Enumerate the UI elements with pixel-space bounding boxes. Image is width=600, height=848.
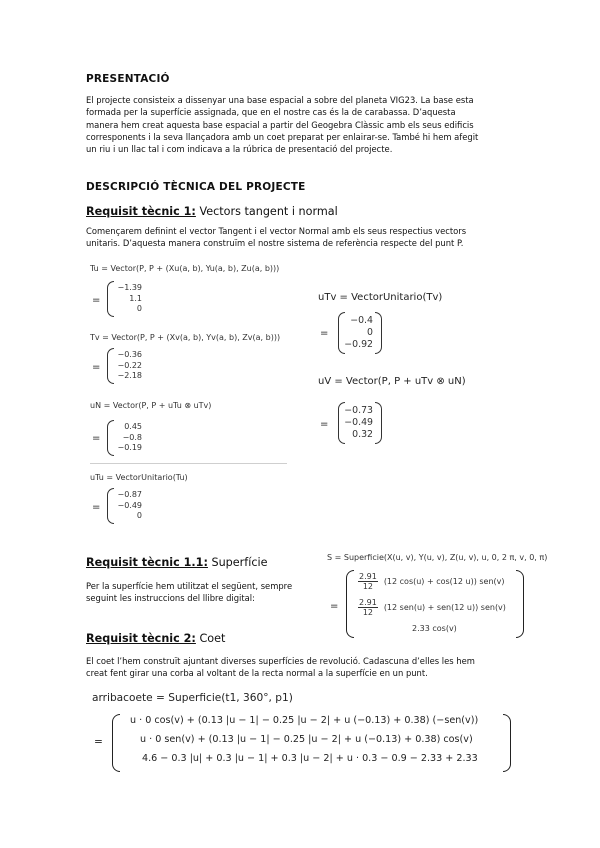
utu-definition: uTu = VectorUnitario(Tu) <box>90 473 188 482</box>
tv-equals: = <box>92 362 101 373</box>
vector-value: −0.8 <box>122 432 142 442</box>
utv-vector <box>338 312 382 354</box>
rocket-equals: = <box>94 736 103 748</box>
utu-equals: = <box>92 502 101 513</box>
un-vector <box>107 420 145 456</box>
vector-value: 0 <box>367 327 373 338</box>
fraction <box>358 572 378 591</box>
paragraph-line: corresponents i la seva llançadora amb un coet preparat per enlairar-se. També hi hem afegit <box>86 131 479 142</box>
divider <box>90 463 287 464</box>
vector-value: −0.19 <box>117 443 142 453</box>
surface-equals: = <box>330 601 339 612</box>
req2-label: Requisit tècnic 2: <box>86 632 196 645</box>
fraction-denominator: 12 <box>362 608 373 617</box>
tv-definition: Tv = Vector(P, P + (Xv(a, b), Yv(a, b), Zv(a, b))) <box>90 333 281 342</box>
vector-value: −2.18 <box>117 371 142 381</box>
rocket-row-3: 4.6 − 0.3 |u| + 0.3 |u − 1| + 0.3 |u − 2| + u · 0.3 − 0.9 − 2.33 + 2.33 <box>142 753 478 764</box>
surface-row-2-tail: (12 sen(u) + sen(12 u)) sen(v) <box>383 603 506 612</box>
rocket-row-2: u · 0 sen(v) + (0.13 |u − 1| − 0.25 |u − 2| + u (−0.13) + 0.38) cos(v) <box>140 734 473 745</box>
req2-title: Coet <box>195 632 226 645</box>
req1-title: Vectors tangent i normal <box>195 205 338 218</box>
rocket-bracket-left <box>112 714 120 772</box>
vector-value: −0.87 <box>117 490 142 500</box>
surface-row-2 <box>358 598 506 617</box>
tv-vector <box>107 348 145 384</box>
utu-vector <box>107 488 145 524</box>
vector-value: −0.92 <box>344 339 373 350</box>
paragraph-line: un riu i un llac tal i com indicava a la rúbrica de presentació del projecte. <box>86 144 393 155</box>
un-definition: uN = Vector(P, P + uTu ⊗ uTv) <box>90 401 212 410</box>
surface-row-1 <box>358 572 505 591</box>
surface-bracket-right <box>516 570 524 638</box>
surface-row-3: 2.33 cos(v) <box>412 624 457 633</box>
uv-vector <box>338 402 382 444</box>
req11-label: Requisit tècnic 1.1: <box>86 556 208 569</box>
tu-vector <box>107 281 145 317</box>
tu-definition: Tu = Vector(P, P + (Xu(a, b), Yu(a, b), Zu(a, b))) <box>90 264 280 273</box>
descripcio-heading: DESCRIPCIÓ TÈCNICA DEL PROJECTE <box>86 181 306 193</box>
vector-value: 0.45 <box>124 422 142 432</box>
rocket-bracket-right <box>503 714 511 772</box>
req1-heading <box>86 205 338 218</box>
surface-row-1-tail: (12 cos(u) + cos(12 u)) sen(v) <box>383 577 505 586</box>
presentacio-paragraph <box>86 94 516 155</box>
req2-heading <box>86 632 225 645</box>
utv-definition: uTv = VectorUnitario(Tv) <box>318 292 443 303</box>
uv-definition: uV = Vector(P, P + uTv ⊗ uN) <box>318 376 466 387</box>
fraction-numerator: 2.91 <box>359 572 377 581</box>
vector-value: −0.49 <box>117 500 142 510</box>
vector-value: −0.22 <box>117 360 142 370</box>
paragraph-line: creat fent girar una corba al voltant de la recta normal a la superfície en un punt. <box>86 668 428 679</box>
vector-value: 0.32 <box>352 429 373 440</box>
paragraph-line: formada per la superfície assignada, que en el nostre cas és la de carabassa. D’aquesta <box>86 107 456 118</box>
vector-value: −0.36 <box>117 350 142 360</box>
fraction <box>358 598 378 617</box>
fraction-numerator: 2.91 <box>359 598 377 607</box>
req1-paragraph <box>86 225 516 250</box>
req11-heading <box>86 556 267 569</box>
paragraph-line: Començarem definint el vector Tangent i el vector Normal amb els seus respectius vectors <box>86 226 467 236</box>
req11-paragraph <box>86 580 316 605</box>
un-equals: = <box>92 433 101 444</box>
vector-value: −0.4 <box>350 315 373 326</box>
vector-value: −1.39 <box>117 283 142 293</box>
paragraph-line: El projecte consisteix a dissenyar una base espacial a sobre del planeta VIG23. La base esta <box>86 95 474 105</box>
rocket-row-1: u · 0 cos(v) + (0.13 |u − 1| − 0.25 |u − 2| + u (−0.13) + 0.38) (−sen(v)) <box>130 715 479 726</box>
fraction-denominator: 12 <box>362 582 373 591</box>
paragraph-line: manera hem creat aquesta base espacial a partir del Geogebra Clàssic amb els seus edificis <box>86 119 474 130</box>
surface-bracket-left <box>346 570 354 638</box>
vector-value: 0 <box>136 304 142 314</box>
paragraph-line: Per la superfície hem utilitzat el següent, sempre <box>86 581 293 591</box>
utv-equals: = <box>320 328 329 339</box>
rocket-definition: arribacoete = Superficie(t1, 360°, p1) <box>92 692 293 704</box>
req2-paragraph <box>86 655 516 680</box>
vector-value: −0.49 <box>344 417 373 428</box>
paragraph-line: seguint les instruccions del llibre digital: <box>86 593 255 604</box>
presentacio-heading: PRESENTACIÓ <box>86 73 170 85</box>
surface-definition: S = Superficie(X(u, v), Y(u, v), Z(u, v), u, 0, 2 π, v, 0, π) <box>327 553 548 562</box>
tu-equals: = <box>92 295 101 306</box>
paragraph-line: El coet l’hem construït ajuntant diverses superfícies de revolució. Cadascuna d’elles les hem <box>86 656 475 666</box>
vector-value: −0.73 <box>344 405 373 416</box>
vector-value: 1.1 <box>129 293 142 303</box>
uv-equals: = <box>320 419 329 430</box>
req11-title: Superfície <box>207 556 268 569</box>
vector-value: 0 <box>136 511 142 521</box>
paragraph-line: unitaris. D’aquesta manera construïm el nostre sistema de referència respecte del punt P. <box>86 238 464 249</box>
req1-label: Requisit tècnic 1: <box>86 205 196 218</box>
